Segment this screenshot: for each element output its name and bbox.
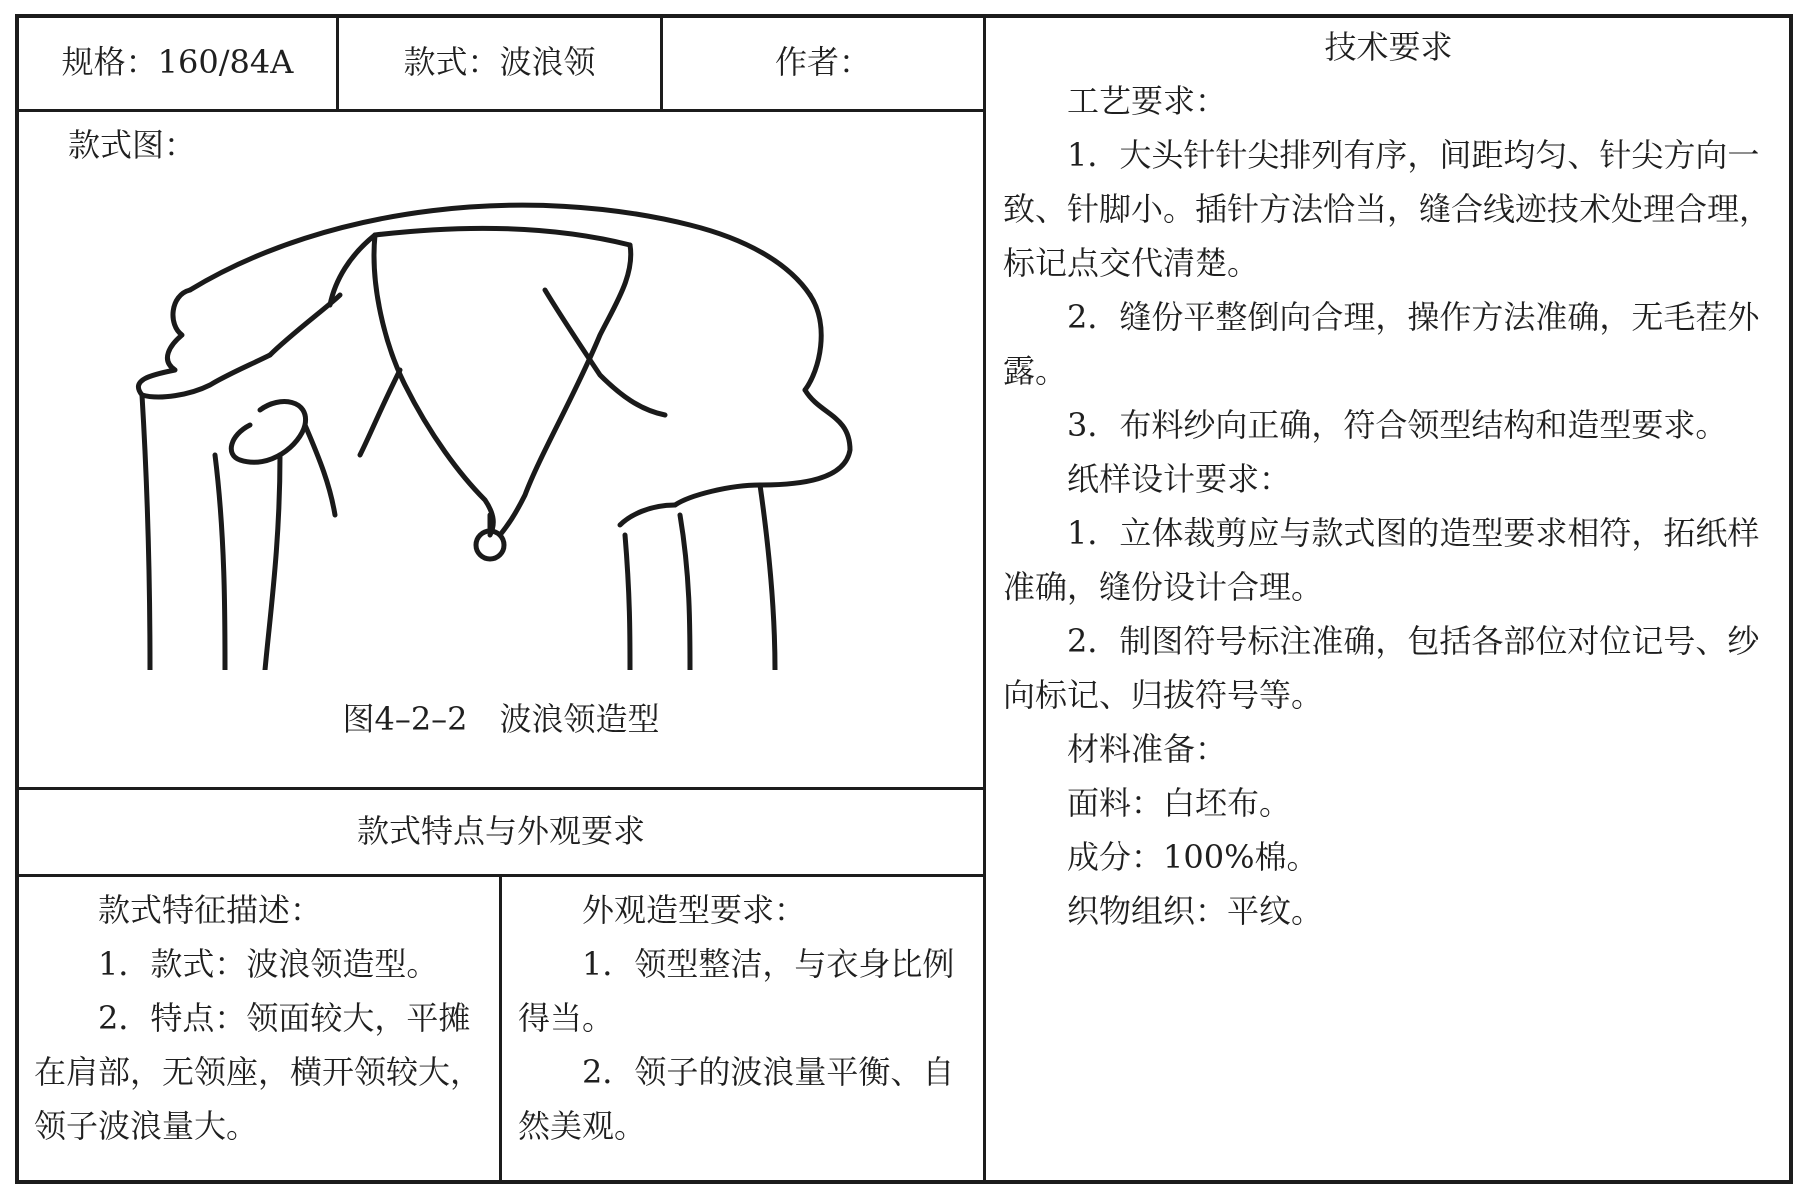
pattern-item: 1．立体裁剪应与款式图的造型要求相符，拓纸样准确，缝份设计合理。 — [1003, 514, 1760, 606]
appearance-heading: 外观造型要求： — [582, 891, 807, 929]
technical-title: 技术要求 — [1324, 28, 1453, 66]
pattern-item: 2．制图符号标注准确，包括各部位对位记号、纱向标记、归拔符号等。 — [1003, 622, 1760, 714]
feature-description-item: 2．特点：领面较大，平摊在肩部，无领座，横开领较大，领子波浪量大。 — [34, 999, 483, 1145]
drawing-caption: 图4–2–2 波浪领造型 — [342, 700, 660, 738]
appearance-requirements — [518, 883, 968, 1153]
pattern-heading: 纸样设计要求： — [1067, 460, 1292, 498]
divider-header-bottom — [15, 109, 985, 112]
divider-drawing-bottom — [15, 787, 985, 790]
style-drawing-label: 款式图： — [68, 126, 197, 164]
feature-description — [34, 883, 484, 1153]
technical-body — [1003, 74, 1773, 938]
craft-item: 2．缝份平整倒向合理，操作方法准确，无毛茬外露。 — [1003, 298, 1760, 390]
features-section-title: 款式特点与外观要求 — [356, 812, 645, 850]
craft-item: 3．布料纱向正确，符合领型结构和造型要求。 — [1067, 406, 1728, 444]
feature-description-item: 1．款式：波浪领造型。 — [98, 945, 439, 983]
spec-label: 规格：160/84A — [61, 43, 294, 81]
craft-item: 1．大头针针尖排列有序，间距均匀、针尖方向一致、针脚小。插针方法恰当，缝合线迹技术处理合理，标记点交代清楚。 — [1003, 136, 1772, 282]
feature-description-heading: 款式特征描述： — [98, 891, 323, 929]
wave-collar-illustration — [130, 195, 860, 670]
author-label: 作者： — [774, 43, 871, 81]
materials-fabric: 面料：白坯布。 — [1067, 784, 1292, 822]
materials-composition: 成分：100%棉。 — [1067, 838, 1319, 876]
divider-features-columns — [499, 875, 502, 1184]
appearance-item: 1．领型整洁，与衣身比例得当。 — [518, 945, 955, 1037]
divider-left-right — [983, 14, 986, 1184]
materials-weave: 织物组织：平纹。 — [1067, 892, 1324, 930]
appearance-item: 2．领子的波浪量平衡、自然美观。 — [518, 1053, 955, 1145]
craft-heading: 工艺要求： — [1067, 82, 1228, 120]
materials-heading: 材料准备： — [1067, 730, 1228, 768]
style-label: 款式：波浪领 — [403, 43, 596, 81]
